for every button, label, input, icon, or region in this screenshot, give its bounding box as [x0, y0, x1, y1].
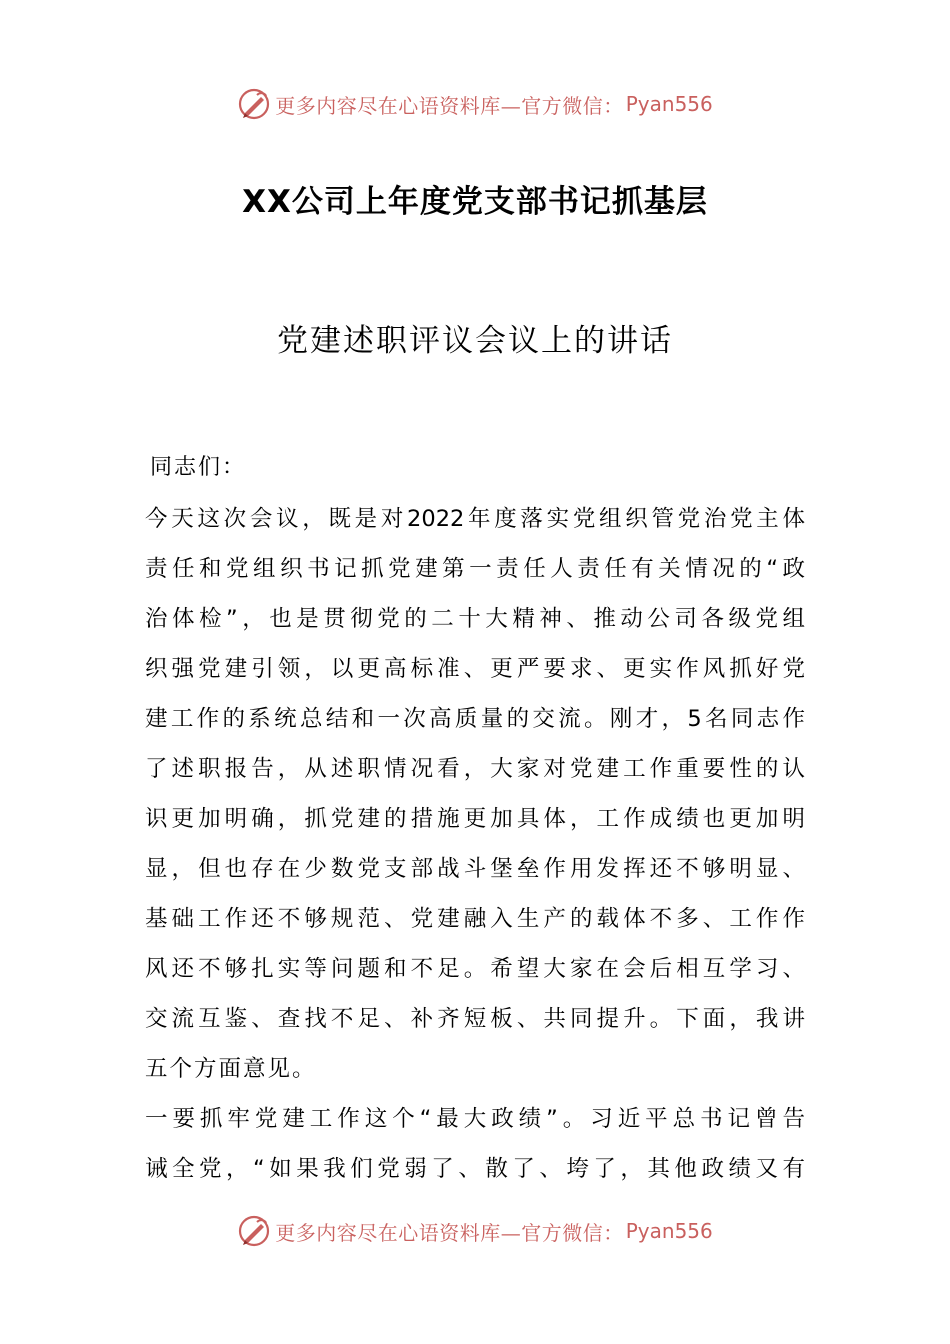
watermark-top [0, 84, 950, 124]
paragraph-1-line: 治体检”，也是贯彻党的二十大精神、推动公司各级党组 [145, 606, 805, 632]
watermark-text: 更多内容尽在心语资料库—官方微信： [275, 93, 624, 118]
paragraph-1-line: 基础工作还不够规范、党建融入生产的载体不多、工作作 [145, 906, 805, 932]
pen-logo-icon [237, 1214, 271, 1248]
paragraph-2-line: 诫全党，“如果我们党弱了、散了、垮了，其他政绩又有 [145, 1156, 805, 1182]
watermark-wechat-id: Pyan556 [625, 1219, 713, 1243]
watermark-bottom [0, 1211, 950, 1251]
document-title-line-2: 党建述职评议会议上的讲话 [277, 323, 673, 359]
paragraph-1-line: 显，但也存在少数党支部战斗堡垒作用发挥还不够明显、 [145, 856, 805, 882]
paragraph-1-line: 织强党建引领，以更高标准、更严要求、更实作风抓好党 [145, 656, 805, 682]
paragraph-1-line: 责任和党组织书记抓党建第一责任人责任有关情况的“政 [145, 556, 805, 582]
body-text [145, 494, 805, 1194]
document-title-line-1: XX公司上年度党支部书记抓基层 [242, 184, 708, 220]
salutation: 同志们： [150, 455, 247, 480]
paragraph-1-line: 了述职报告，从述职情况看，大家对党建工作重要性的认 [145, 756, 805, 782]
paragraph-2-line: 一要抓牢党建工作这个“最大政绩”。习近平总书记曾告 [145, 1106, 805, 1132]
paragraph-1-line: 今天这次会议，既是对2022年度落实党组织管党治党主体 [145, 506, 805, 532]
paragraph-1-line: 识更加明确，抓党建的措施更加具体，工作成绩也更加明 [145, 806, 805, 832]
paragraph-1-line: 五个方面意见。 [145, 1056, 317, 1082]
paragraph-1-line: 交流互鉴、查找不足、补齐短板、共同提升。下面，我讲 [145, 1006, 805, 1032]
pen-logo-icon [237, 87, 271, 121]
watermark-text: 更多内容尽在心语资料库—官方微信： [275, 1220, 624, 1245]
paragraph-1-line: 建工作的系统总结和一次高质量的交流。刚才，5名同志作 [145, 706, 805, 732]
paragraph-1-line: 风还不够扎实等问题和不足。希望大家在会后相互学习、 [145, 956, 805, 982]
watermark-wechat-id: Pyan556 [625, 92, 713, 116]
